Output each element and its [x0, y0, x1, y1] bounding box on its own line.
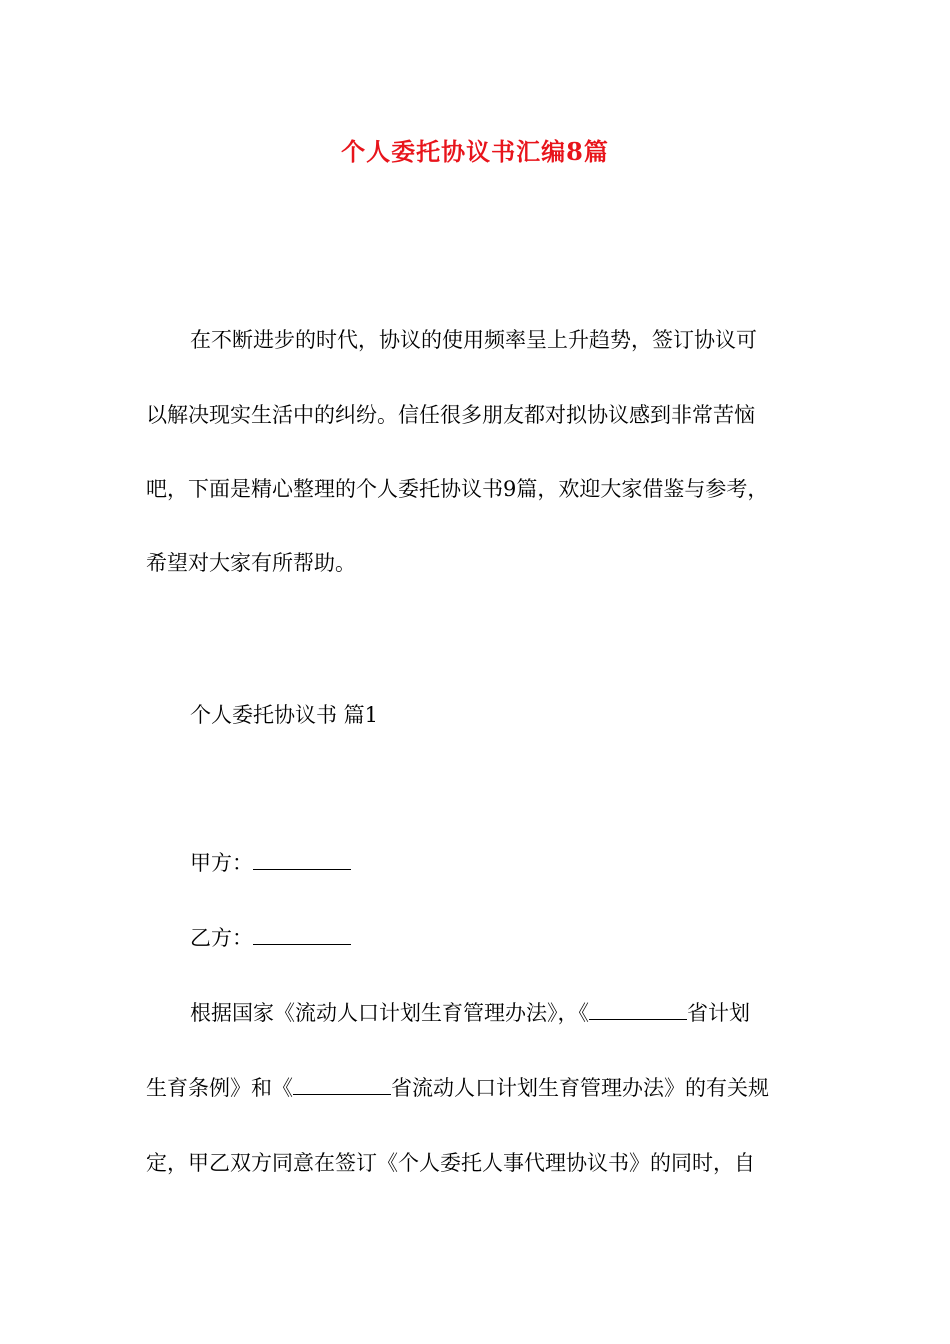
- body-line-1-end: 省计划: [687, 1001, 750, 1025]
- section-heading: 个人委托协议书 篇1: [190, 703, 379, 727]
- party-a-blank: [253, 851, 351, 870]
- body-line-2-start: 生育条例》和《: [146, 1076, 293, 1100]
- body-line-3: 定，甲乙双方同意在签订《个人委托人事代理协议书》的同时，自: [146, 1151, 755, 1175]
- body-line-2: [146, 1073, 826, 1103]
- intro-line-3: 吧，下面是精心整理的个人委托协议书9篇，欢迎大家借鉴与参考，: [146, 477, 769, 501]
- party-a-line: [190, 848, 826, 878]
- intro-line-4: 希望对大家有所帮助。: [146, 551, 356, 575]
- province-blank-1: [589, 1001, 687, 1020]
- body-line-1-start: 根据国家《流动人口计划生育管理办法》，《: [190, 1001, 589, 1025]
- party-b-label: 乙方：: [190, 926, 253, 950]
- document-title: 个人委托协议书汇编8篇: [341, 137, 609, 166]
- party-b-line: [190, 923, 826, 953]
- body-line-2-end: 省流动人口计划生育管理办法》的有关规: [391, 1076, 769, 1100]
- intro-line-2: 以解决现实生活中的纠纷。信任很多朋友都对拟协议感到非常苦恼: [146, 403, 755, 427]
- intro-line-1: 在不断进步的时代，协议的使用频率呈上升趋势，签订协议可: [190, 328, 757, 352]
- body-line-1: [190, 998, 826, 1028]
- province-blank-2: [293, 1076, 391, 1095]
- party-a-label: 甲方：: [190, 851, 253, 875]
- party-b-blank: [253, 926, 351, 945]
